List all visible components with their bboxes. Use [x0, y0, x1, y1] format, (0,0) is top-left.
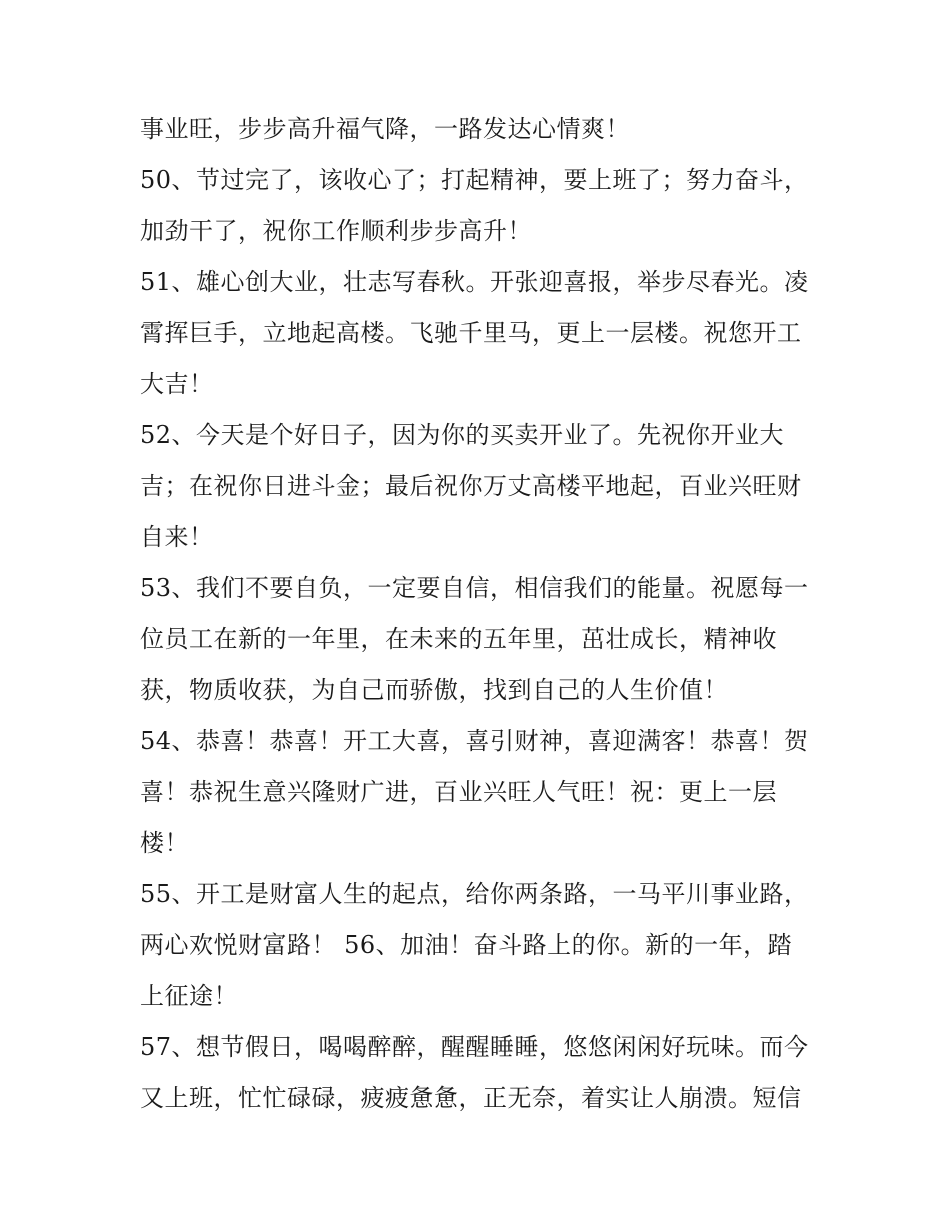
text-line: 52、今天是个好日子，因为你的买卖开业了。先祝你开业大: [140, 421, 785, 449]
text-line: 51、雄心创大业，壮志写春秋。开张迎喜报，举步尽春光。凌: [140, 268, 809, 296]
text-line: 喜！恭祝生意兴隆财广进，百业兴旺人气旺！祝：更上一层: [140, 778, 777, 806]
text-line: 又上班，忙忙碌碌，疲疲惫惫，正无奈，着实让人崩溃。短信: [140, 1084, 802, 1112]
text-line: 吉；在祝你日进斗金；最后祝你万丈高楼平地起，百业兴旺财: [140, 472, 802, 500]
text-line: 两心欢悦财富路！ 56、加油！奋斗路上的你。新的一年，踏: [140, 931, 793, 959]
text-line: 自来！: [140, 523, 214, 551]
text-line: 霄挥巨手，立地起高楼。飞驰千里马，更上一层楼。祝您开工: [140, 319, 802, 347]
text-line: 事业旺，步步高升福气降，一路发达心情爽！: [140, 115, 630, 143]
text-line: 53、我们不要自负，一定要自信，相信我们的能量。祝愿每一: [140, 574, 809, 602]
text-line: 55、开工是财富人生的起点，给你两条路，一马平川事业路，: [140, 880, 809, 908]
text-line: 位员工在新的一年里，在未来的五年里，茁壮成长，精神收: [140, 625, 777, 653]
text-line: 54、恭喜！恭喜！开工大喜，喜引财神，喜迎满客！恭喜！贺: [140, 727, 809, 755]
text-line: 获，物质收获，为自己而骄傲，找到自己的人生价值！: [140, 676, 728, 704]
document-body: [140, 104, 812, 1124]
text-line: 上征途！: [140, 982, 238, 1010]
text-line: 加劲干了，祝你工作顺利步步高升！: [140, 217, 532, 245]
text-line: 楼！: [140, 829, 189, 857]
text-line: 57、想节假日，喝喝醉醉，醒醒睡睡，悠悠闲闲好玩味。而今: [140, 1033, 809, 1061]
text-line: 大吉！: [140, 370, 214, 398]
text-line: 50、节过完了，该收心了；打起精神，要上班了；努力奋斗，: [140, 166, 809, 194]
